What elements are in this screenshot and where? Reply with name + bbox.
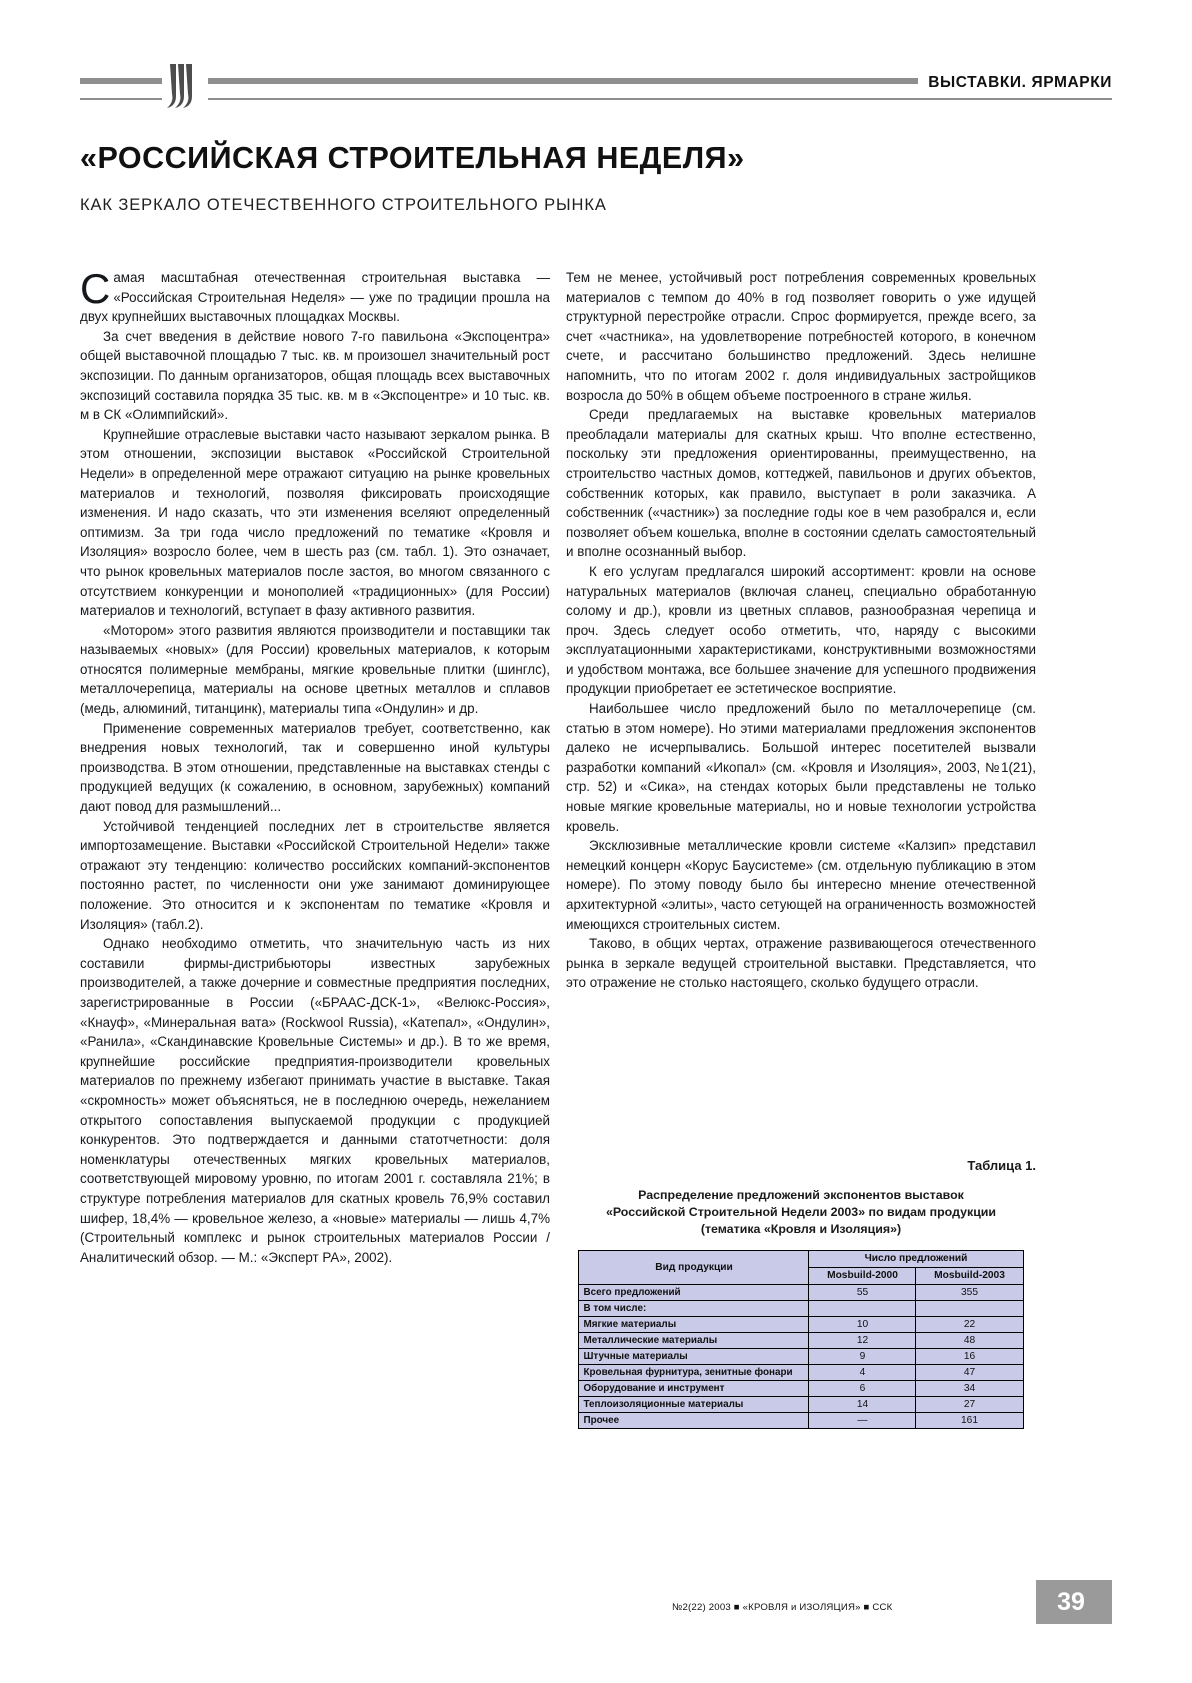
cell-2000: 9 (809, 1349, 916, 1365)
cell-2000 (809, 1301, 916, 1317)
column-header-mosbuild-2003: Mosbuild-2003 (916, 1268, 1023, 1285)
cell-2003: 48 (916, 1333, 1023, 1349)
table-block (566, 1158, 1036, 1429)
paragraph-text: амая масштабная отечественная строительная выставка — «Российская Строительная Неделя» — уже по традиции прошла на двух крупнейших выставочных площадках Москвы. (80, 270, 550, 325)
drop-cap: С (80, 265, 111, 312)
column-header-group: Число предложений (809, 1251, 1023, 1268)
paragraph: Однако необходимо отметить, что значительную часть из них составили фирмы-дистрибьюторы известных зарубежных производителей, а также дочерние и совместные предприятия последних, зарегистрированные в России («БРААС-ДСК-1», «Велюкс-Россия», «Кнауф», «Минеральная вата» (Rockwool Russia), «Катепал», «Ондулин», «Ранила», «Скандинавские Кровельные Системы» и др.). В то же время, крупнейшие российские предприятия-производители кровельных материалов по прежнему избегают принимать участие в выставке. Такая «скромность» может объясняться, не в последнюю очередь, нежеланием открытого сопоставления выпускаемой продукции с продукцией конкурентов. Это подтверждается и данными статотчетности: доля номенклатуры отечественных мягких кровельных материалов, соответствующей мировому уровню, по итогам 2001 г. составляла 21%; в структуре потребления материалов для скатных кровель 76,9% составил шифер, 18,4% — кровельное железо, а «новые» материалы — лишь 4,7% (Строительный комплекс и рынок строительных материалов России / Аналитический обзор. — М.: «Эксперт РА», 2002). (80, 936, 550, 1265)
page-subtitle: КАК ЗЕРКАЛО ОТЕЧЕСТВЕННОГО СТРОИТЕЛЬНОГО РЫНКА (80, 196, 607, 214)
table-row (579, 1381, 1023, 1397)
cell-2003 (916, 1301, 1023, 1317)
table-row (579, 1365, 1023, 1381)
cell-2000: 12 (809, 1333, 916, 1349)
paragraph: Среди предлагаемых на выставке кровельных материалов преобладали материалы для скатных крыш. Что вполне естественно, поскольку эти предложения ориентированны, преимущественно, на строительство частных домов, коттеджей, павильонов и других объектов, собственник которых, как правило, выступает в роли заказчика. А собственник («частник») за последние годы кое в чем разобрался и, если позволяет объем кошелька, вполне в состоянии сделать самостоятельный и вполне осознанный выбор. (566, 407, 1036, 560)
cell-product: Теплоизоляционные материалы (579, 1397, 809, 1413)
page-number: 39 (1057, 1588, 1085, 1616)
table-row (579, 1349, 1023, 1365)
footer-issue-line: №2(22) 2003 ■ «КРОВЛЯ и ИЗОЛЯЦИЯ» ■ ССК (672, 1602, 893, 1613)
table-row (579, 1333, 1023, 1349)
paragraph: Устойчивой тенденцией последних лет в строительстве является импортозамещение. Выставки «Российской Строительной Недели» также отражают эту тенденцию: количество российских компаний-экспонентов постоянно растет, по численности они уже занимают доминирующее положение. Это относится и к экспонентам по тематике «Кровля и Изоляция» (табл.2). (80, 818, 550, 932)
cell-product: В том числе: (579, 1301, 809, 1317)
header-rule-bottom (80, 98, 1112, 100)
paragraph: Применение современных материалов требует, соответственно, как внедрения новых технологий, так и совершенно иной культуры производства. В этом отношении, представленные на выставках стенды с продукцией ведущих (к сожалению, в основном, зарубежных) компаний дают повод для размышлений... (80, 720, 550, 815)
cell-2000: 55 (809, 1285, 916, 1301)
cell-2003: 16 (916, 1349, 1023, 1365)
paragraph (80, 265, 550, 327)
cell-2000: 10 (809, 1317, 916, 1333)
body-column-left (80, 265, 550, 1267)
table-caption-line-1: Распределение предложений экспонентов выставок (638, 1188, 964, 1202)
paragraph: Наибольшее число предложений было по металлочерепице (см. статью в этом номере). Но этими материалами предложения экспонентов далеко не исчерпывались. Большой интерес посетителей вызвали разработки компаний «Икопал» (см. «Кровля и Изоляция», 2003, №1(21), стр. 52) и «Сика», на стендах которых были представлены не только новые мягкие кровельные материалы, но и новые технологии устройства кровель. (566, 701, 1036, 834)
table-row (579, 1317, 1023, 1333)
paragraph: Таково, в общих чертах, отражение развивающегося отечественного рынка в зеркале ведущей строительной выставки. Представляется, что это отражение не столько настоящего, сколько будущего отрасли. (566, 936, 1036, 991)
cell-2003: 27 (916, 1397, 1023, 1413)
table-row (579, 1301, 1023, 1317)
paragraph: К его услугам предлагался широкий ассортимент: кровли на основе натуральных материалов (включая сланец, специально обработанную солому и др.), кровли из цветных сплавов, разнообразная черепица и проч. Здесь следует особо отметить, что, наряду с высокими эксплуатационными характеристиками, конструктивными возможностями и удобством монтажа, все большее значение для успешного продвижения продукции приобретает ее эстетическое восприятие. (566, 563, 1036, 697)
cell-2000: — (809, 1413, 916, 1429)
table-caption-line-2: «Российской Строительной Недели 2003» по видам продукции (605, 1205, 997, 1219)
paragraph: «Мотором» этого развития являются производители и поставщики так называемых «новых» (для России) кровельных материалов, к которым относятся полимерные мембраны, мягкие кровельные плитки (шинглс), металлочерепица, материалы на основе цветных металлов и сплавов (медь, алюминий, титанцинк), материалы типа «Ондулин» и др. (80, 622, 550, 717)
cell-2000: 6 (809, 1381, 916, 1397)
cell-2003: 47 (916, 1365, 1023, 1381)
paragraph: Тем не менее, устойчивый рост потребления современных кровельных материалов с темпом до 40% в год позволяет говорить о уже идущей структурной перестройке отрасли. Спрос формируется, прежде всего, за счет «частника», на удовлетворение потребностей которого, в конечном счете, и рассчитано большинство предложений. Здесь нелишне напомнить, что по итогам 2002 г. доля индивидуальных застройщиков возросла до 50% в общем объеме построенного в стране жилья. (566, 270, 1036, 403)
cell-product: Кровельная фурнитура, зенитные фонари (579, 1365, 809, 1381)
table-row (579, 1285, 1023, 1301)
cell-product: Всего предложений (579, 1285, 809, 1301)
paragraph: Крупнейшие отраслевые выставки часто называют зеркалом рынка. В этом отношении, экспозиции выставок «Российской Строительной Недели» в определенной мере отражают ситуацию на рынке кровельных материалов и технологий, позволяя фиксировать происходящие изменения. И надо сказать, что эти изменения вселяют определенный оптимизм. За три года число предложений по тематике «Кровля и Изоляция» возросло более, чем в шесть раз (см. табл. 1). Это означает, что рынок кровельных материалов после застоя, во многом связанного с отсутствием конкуренции и монополией «традиционных» (для России) материалов и технологий, вступает в фазу активного развития. (80, 426, 550, 619)
cell-product: Штучные материалы (579, 1349, 809, 1365)
column-header-mosbuild-2000: Mosbuild-2000 (809, 1268, 916, 1285)
cell-2003: 22 (916, 1317, 1023, 1333)
page-header (80, 62, 1112, 110)
cell-2003: 355 (916, 1285, 1023, 1301)
cell-2003: 161 (916, 1413, 1023, 1429)
cell-product: Прочее (579, 1413, 809, 1429)
body-column-right (566, 268, 1036, 993)
cell-product: Металлические материалы (579, 1333, 809, 1349)
table-header-row-1 (579, 1251, 1023, 1268)
paragraph: Эксклюзивные металлические кровли системе «Калзип» представил немецкий концерн «Корус Баусистеме» (см. отдельную публикацию в этом номере). По этому поводу было бы интересно мнение отечественной архитектурной «элиты», часто сетующей на ограниченность возможностей имеющихся строительных систем. (566, 838, 1036, 932)
statistics-table (578, 1250, 1023, 1429)
cell-2003: 34 (916, 1381, 1023, 1397)
table-caption (566, 1187, 1036, 1238)
table-row (579, 1397, 1023, 1413)
page-title: «РОССИЙСКАЯ СТРОИТЕЛЬНАЯ НЕДЕЛЯ» (80, 141, 745, 175)
table-label: Таблица 1. (967, 1158, 1036, 1173)
table-caption-line-3: (тематика «Кровля и Изоляция») (700, 1222, 902, 1236)
section-title: ВЫСТАВКИ. ЯРМАРКИ (918, 74, 1112, 92)
table-row (579, 1413, 1023, 1429)
cell-2000: 4 (809, 1365, 916, 1381)
paragraph: За счет введения в действие нового 7-го павильона «Экспоцентра» общей выставочной площадью 7 тыс. кв. м произошел значительный рост экспозиции. По данным организаторов, общая площадь всех выставочных экспозиций составила порядка 35 тыс. кв. м в «Экспоцентре» и 10 тыс. кв. м в СК «Олимпийский». (80, 328, 550, 423)
publisher-logo-icon (162, 62, 208, 110)
cell-product: Мягкие материалы (579, 1317, 809, 1333)
column-header-product: Вид продукции (579, 1251, 809, 1285)
cell-product: Оборудование и инструмент (579, 1381, 809, 1397)
cell-2000: 14 (809, 1397, 916, 1413)
